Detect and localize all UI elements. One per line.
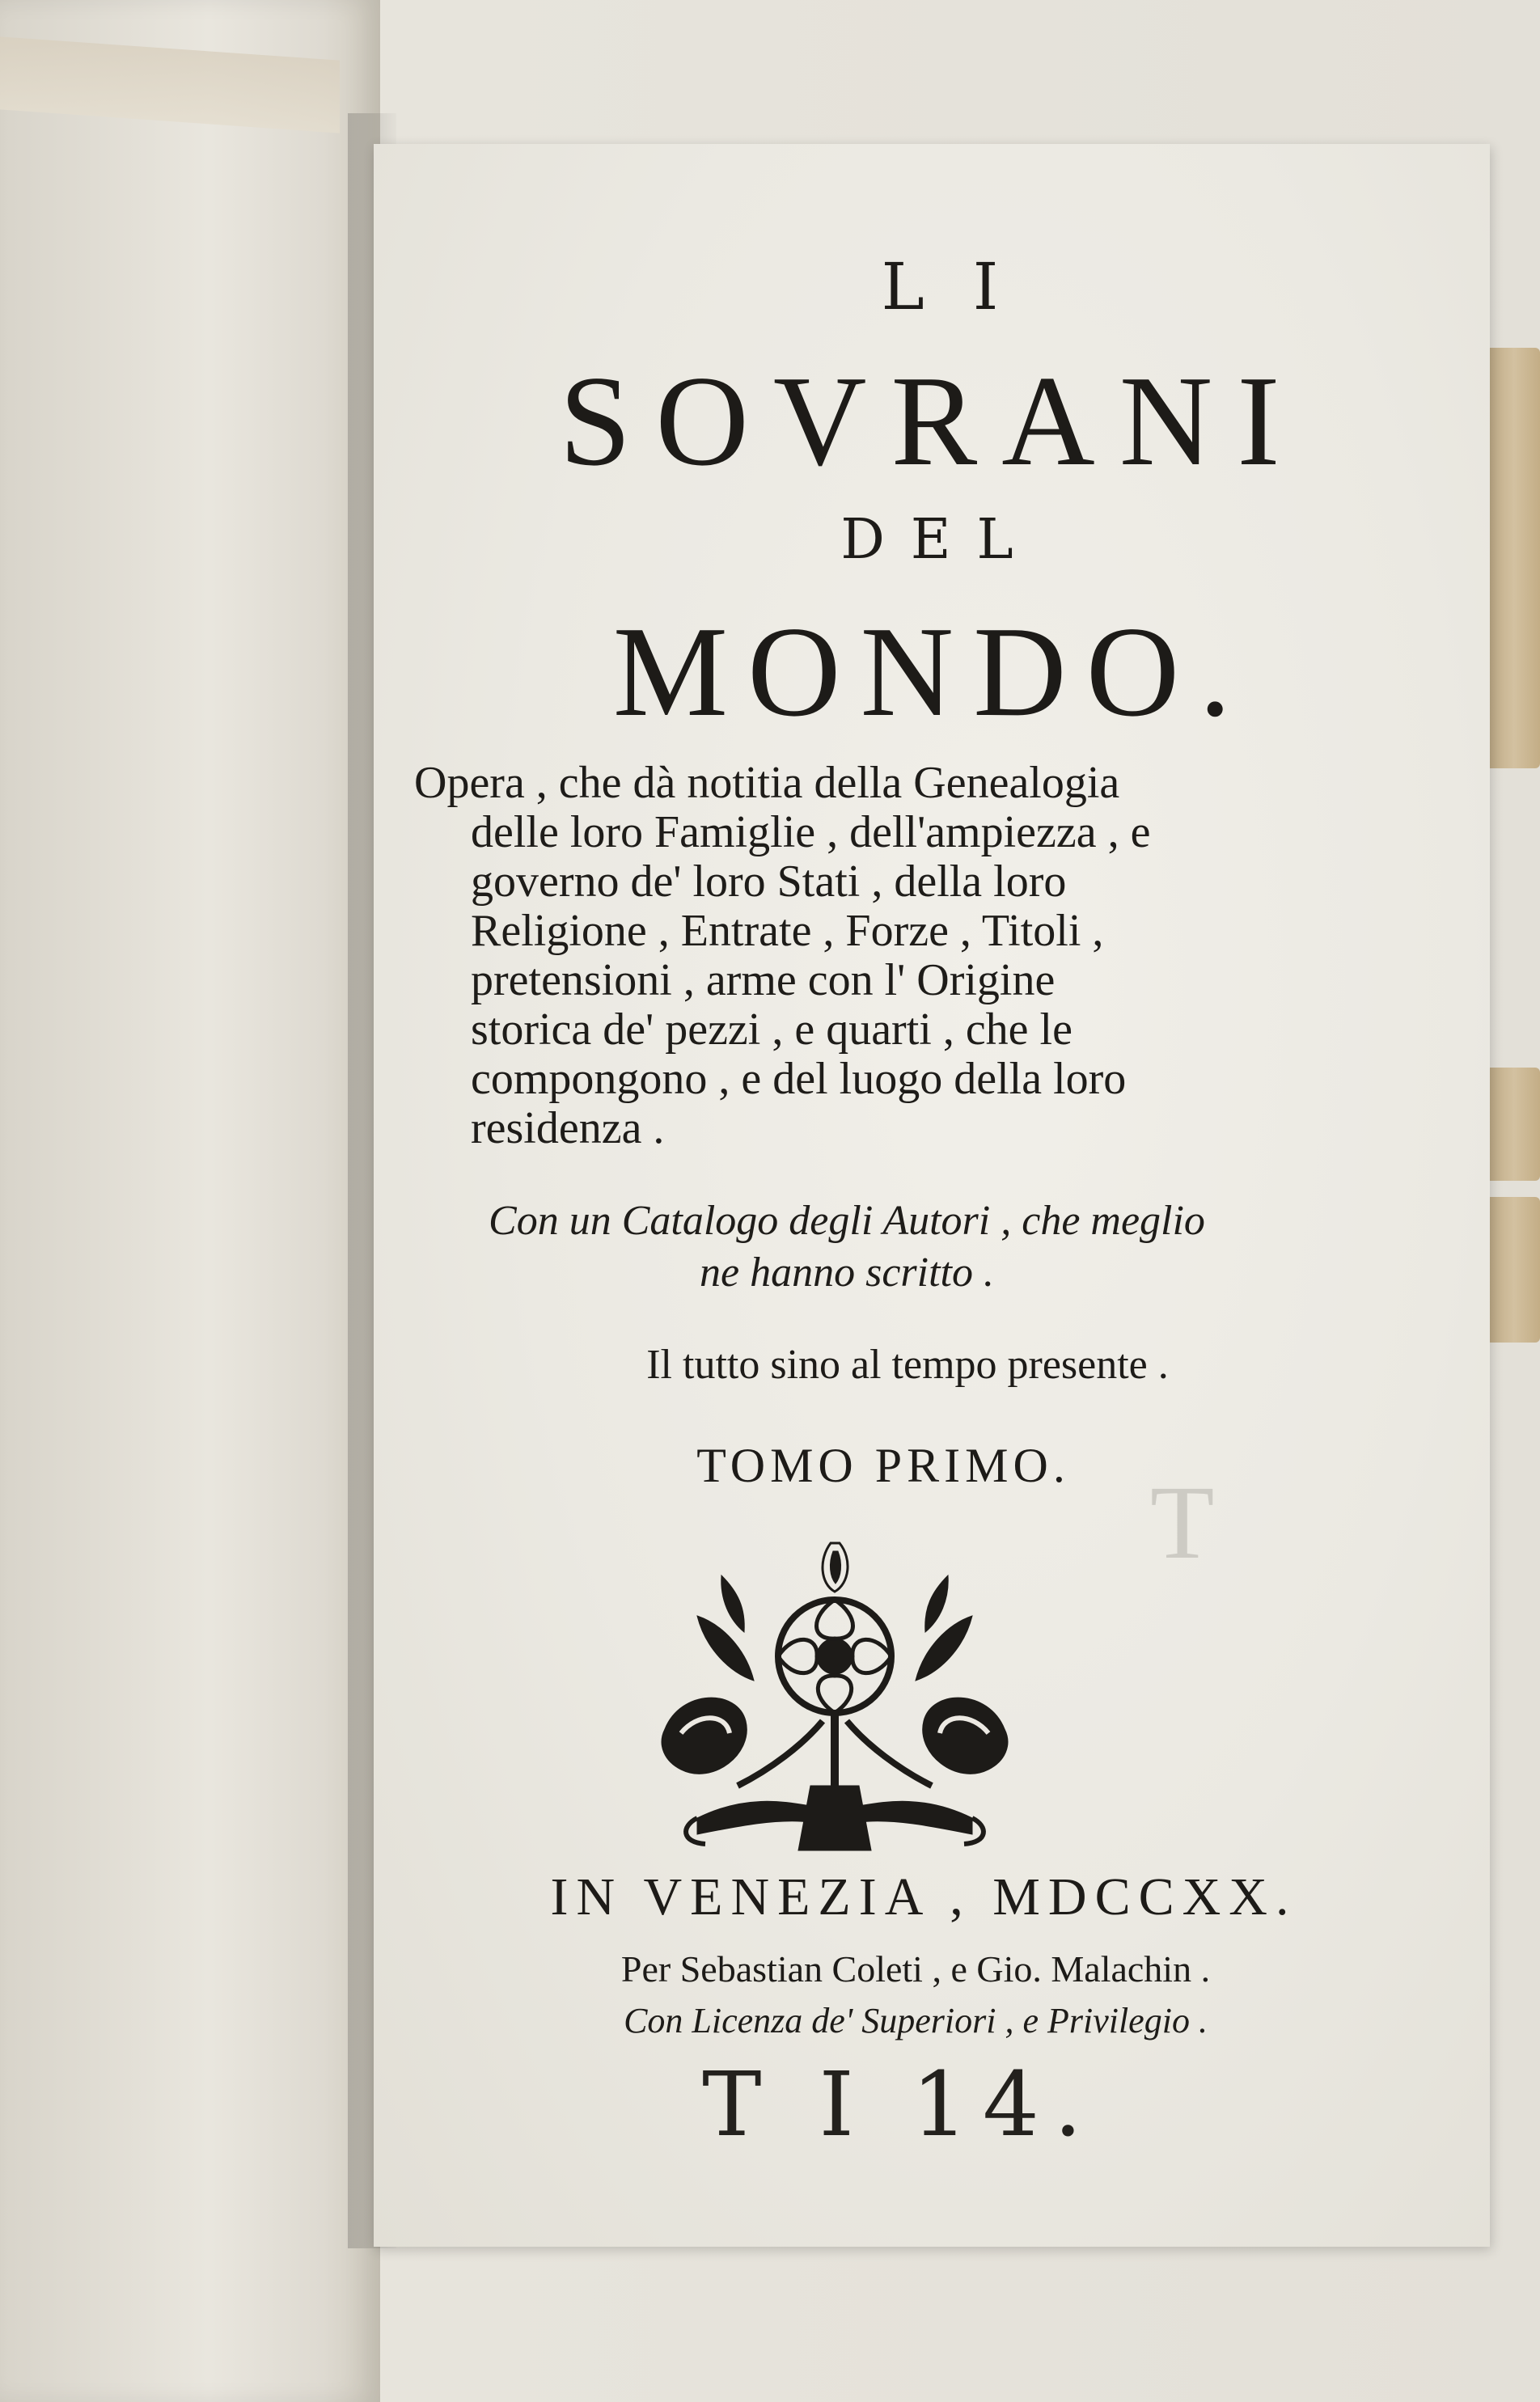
title-page xyxy=(374,144,1490,2247)
title-line-mondo: MONDO. xyxy=(612,599,1251,743)
description-line: delle loro Famiglie , dell'ampiezza , e xyxy=(471,807,1151,857)
tutto-line: Il tutto sino al tempo presente . xyxy=(646,1342,1169,1388)
handwritten-shelfmark: T I 14. xyxy=(702,2053,1097,2156)
imprint-place-date: IN VENEZIA , MDCCXX. xyxy=(550,1867,1297,1926)
description-line: compongono , e del luogo della loro xyxy=(471,1054,1127,1104)
description-line: Opera , che dà notitia della Genealogia xyxy=(414,758,1120,808)
description-line: residenza . xyxy=(471,1103,665,1153)
catalog-line: Con un Catalogo degli Autori , che meglio xyxy=(489,1198,1205,1244)
description-line: governo de' loro Stati , della loro xyxy=(471,856,1067,907)
description-paragraph xyxy=(414,759,1263,1153)
faded-margin-mark: T xyxy=(1150,1465,1215,1581)
catalog-line: ne hanno scritto . xyxy=(700,1250,994,1296)
description-line: Religione , Entrate , Forze , Titoli , xyxy=(471,906,1104,956)
imprint-license: Con Licenza de' Superiori , e Privilegio . xyxy=(624,2001,1208,2040)
floral-woodcut-ornament xyxy=(649,1527,1021,1859)
title-line-li: LI xyxy=(881,249,1047,324)
title-line-del: DEL xyxy=(840,508,1039,572)
imprint-printer: Per Sebastian Coleti , e Gio. Malachin . xyxy=(620,1948,1211,1990)
description-line: storica de' pezzi , e quarti , che le xyxy=(471,1004,1072,1055)
left-board-cover xyxy=(0,0,380,2402)
title-line-sovrani: SOVRANI xyxy=(559,349,1305,493)
volume-label: TOMO PRIMO. xyxy=(696,1439,1070,1492)
catalog-note xyxy=(430,1195,1263,1299)
description-line: pretensioni , arme con l' Origine xyxy=(471,955,1056,1005)
